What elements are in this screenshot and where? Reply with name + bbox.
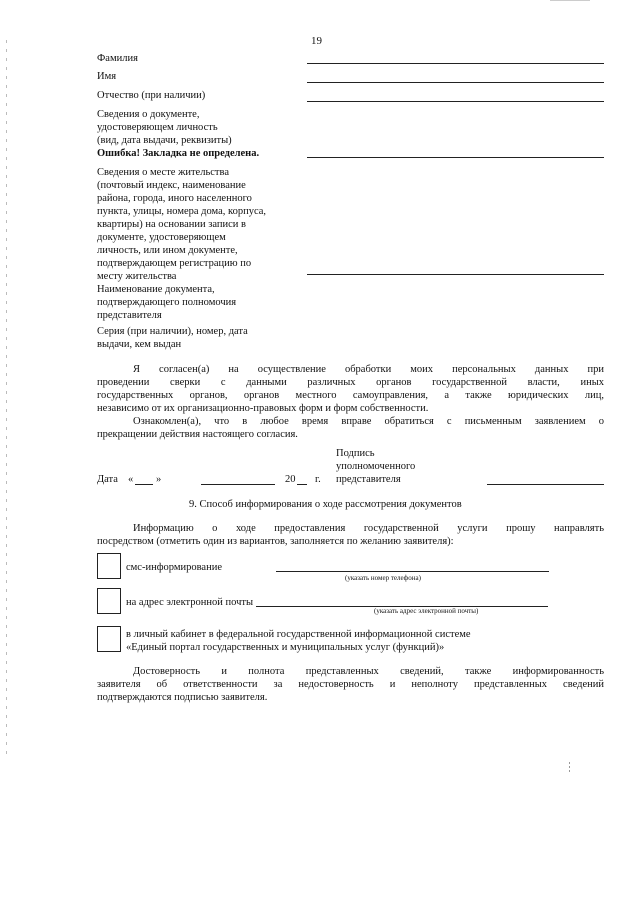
patronymic-line[interactable]	[307, 101, 604, 102]
closing-line: Достоверность и полнота представленных сведений, также информированность	[133, 666, 604, 677]
intro-line: посредством (отметить один из вариантов, заполняется по желанию заявителя):	[97, 536, 454, 547]
consent-line: проведении сверки с данными различных органов государственной власти, иных	[97, 377, 604, 388]
intro-line: Информацию о ходе предоставления государственной услуги прошу направлять	[133, 523, 604, 534]
bookmark-error-text: Ошибка! Закладка не определена.	[97, 148, 260, 159]
field-label-series-number: Серия (при наличии), номер, дата	[97, 326, 248, 337]
field-label-residence: подтверждающем регистрацию по	[97, 258, 252, 269]
field-label-series-number: выдачи, кем выдан	[97, 339, 182, 350]
consent-line: независимо от их организационно-правовых форм и форм собственности.	[97, 403, 429, 414]
sms-option-label: смс-информирование	[126, 562, 222, 573]
date-year-line[interactable]	[297, 484, 307, 485]
gosuslugi-option-label: в личный кабинет в федеральной государственной информационной системе	[126, 629, 471, 640]
consent-line: Я согласен(а) на осуществление обработки моих персональных данных при	[133, 364, 604, 375]
closing-line: подтверждаются подписью заявителя.	[97, 692, 268, 703]
surname-line[interactable]	[307, 63, 604, 64]
field-label-name: Имя	[97, 71, 117, 82]
signature-label: уполномоченного	[336, 461, 416, 472]
consent-line: государственных органов, органов местного самоуправления, а также юридических лиц,	[97, 390, 604, 401]
date-open-quote: «	[128, 474, 134, 485]
section-9-intro	[97, 522, 604, 548]
date-month-line[interactable]	[201, 484, 275, 485]
field-label-authority-document: представителя	[97, 310, 162, 321]
scan-artifact	[569, 762, 570, 774]
scan-artifact	[550, 0, 590, 1]
date-label: Дата	[97, 474, 118, 485]
field-label-residence: (почтовый индекс, наименование	[97, 180, 246, 191]
email-option-label: на адрес электронной почты	[126, 597, 254, 608]
phone-number-hint: (указать номер телефона)	[345, 574, 421, 582]
field-label-residence: личность, или ином документе,	[97, 245, 238, 256]
consent-paragraph	[97, 363, 604, 441]
date-day-line[interactable]	[135, 484, 153, 485]
section-9-title: 9. Способ информирования о ходе рассмотрения документов	[189, 499, 462, 510]
phone-number-line[interactable]	[276, 571, 549, 572]
date-year-prefix: 20	[285, 474, 296, 485]
residence-line[interactable]	[307, 274, 604, 275]
field-label-id-document: Сведения о документе,	[97, 109, 200, 120]
field-label-id-document: (вид, дата выдачи, реквизиты)	[97, 135, 232, 146]
signature-label: Подпись	[336, 448, 375, 459]
field-label-patronymic: Отчество (при наличии)	[97, 90, 206, 101]
signature-label: представителя	[336, 474, 401, 485]
id-document-line[interactable]	[307, 157, 604, 158]
field-label-residence: месту жительства	[97, 271, 177, 282]
gosuslugi-option-checkbox[interactable]	[97, 626, 121, 652]
signature-line[interactable]	[487, 484, 604, 485]
sms-option-checkbox[interactable]	[97, 553, 121, 579]
field-label-authority-document: подтверждающего полномочия	[97, 297, 237, 308]
email-option-checkbox[interactable]	[97, 588, 121, 614]
date-year-suffix: г.	[315, 474, 321, 485]
closing-line: заявителя об ответственности за недостоверность и неполноту представленных сведений	[97, 679, 604, 690]
date-close-quote: »	[156, 474, 162, 485]
page-number: 19	[311, 35, 322, 47]
email-address-hint: (указать адрес электронной почты)	[374, 607, 479, 615]
scan-edge-marks	[6, 40, 7, 760]
field-label-id-document: удостоверяющем личность	[97, 122, 218, 133]
field-label-residence: документе, удостоверяющем	[97, 232, 226, 243]
acknowledgement-line: прекращении действия настоящего согласия.	[97, 429, 298, 440]
field-label-residence: Сведения о месте жительства	[97, 167, 229, 178]
field-label-authority-document: Наименование документа,	[97, 284, 215, 295]
name-line[interactable]	[307, 82, 604, 83]
field-label-residence: квартиры) на основании записи в	[97, 219, 247, 230]
gosuslugi-option-label: «Единый портал государственных и муниципальных услуг (функций)»	[126, 642, 445, 653]
field-label-surname: Фамилия	[97, 53, 138, 64]
closing-paragraph	[97, 665, 604, 704]
field-label-residence: района, города, иного населенного	[97, 193, 252, 204]
field-label-residence: пункта, улицы, номера дома, корпуса,	[97, 206, 267, 217]
acknowledgement-line: Ознакомлен(а), что в любое время вправе обратиться с письменным заявлением о	[133, 416, 604, 427]
